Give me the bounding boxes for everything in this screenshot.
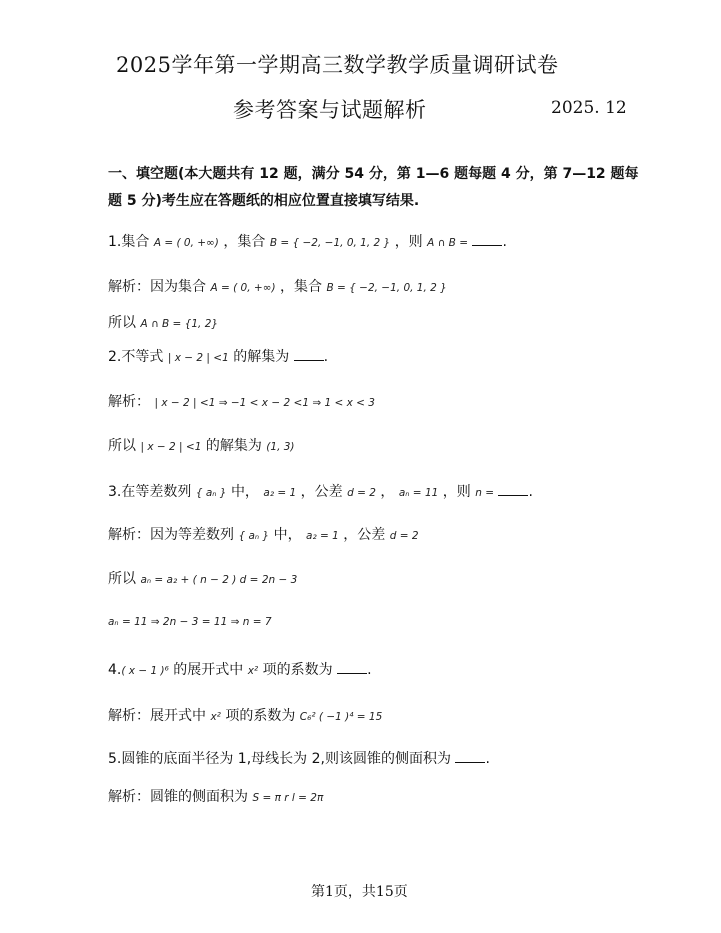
q4-t2: 项的系数为 [262, 662, 333, 678]
answer-blank [472, 233, 502, 246]
answer-blank [294, 348, 324, 361]
question-4 [108, 659, 372, 679]
q3-a2: a₂ = 1 [263, 487, 297, 499]
a2-result: (1, 3) [266, 441, 295, 453]
answer-1-line1 [108, 276, 447, 296]
a2-text: 解析： [108, 394, 150, 410]
q3-t2: ，公差 [300, 484, 343, 500]
q3-sequence: { aₙ } [195, 487, 227, 499]
q4-t1: 的展开式中 [173, 662, 244, 678]
a3-text-so: 所以 [108, 571, 136, 587]
question-3 [108, 481, 533, 501]
q5-text: 5.圆锥的底面半径为 1,母线长为 2,则该圆锥的侧面积为 [108, 751, 451, 767]
a1-set-b: B = { −2, −1, 0, 1, 2 } [326, 282, 447, 294]
a3-t2: ，公差 [343, 527, 386, 543]
q1-text-mid: ，集合 [223, 234, 266, 250]
a2-text-mid: 的解集为 [205, 438, 262, 454]
q3-t3: ， [380, 484, 395, 500]
a3-general-term: aₙ = a₂ + ( n − 2 ) d = 2n − 3 [140, 574, 298, 586]
q5-end: . [485, 751, 490, 767]
a1-text-mid: ，集合 [280, 279, 322, 295]
document-subtitle: 参考答案与试题解析 [233, 98, 427, 122]
q1-text-then: ，则 [394, 234, 423, 250]
q1-end: . [502, 234, 507, 250]
q3-end: . [528, 484, 533, 500]
a3-result: aₙ = 11 ⇒ 2n − 3 = 11 ⇒ n = 7 [108, 616, 272, 628]
answer-2-line2 [108, 435, 295, 455]
a3-d: d = 2 [389, 530, 419, 542]
a1-text: 解析：因为集合 [108, 279, 206, 295]
a2-derivation: | x − 2 | <1 ⇒ −1 < x − 2 <1 ⇒ 1 < x < 3 [154, 397, 375, 409]
a3-t1: 中， [273, 527, 302, 543]
q2-end: . [323, 349, 329, 365]
answer-3-line1 [108, 524, 419, 544]
answer-blank [455, 750, 485, 763]
answer-2-line1 [108, 391, 375, 411]
q4-text: 4. [108, 662, 122, 678]
page-number: 第1页，共15页 [311, 884, 408, 900]
document-title: 2025学年第一学期高三数学教学质量调研试卷 [116, 53, 559, 77]
q1-intersection: A ∩ B = [427, 237, 469, 249]
question-5 [108, 748, 490, 768]
a4-text: 解析：展开式中 [108, 708, 206, 724]
answer-3-line2 [108, 568, 297, 588]
q4-term: x² [247, 665, 259, 677]
a3-text: 解析：因为等差数列 [108, 527, 234, 543]
question-1 [108, 231, 507, 251]
answer-4 [108, 705, 382, 725]
a2-text-so: 所以 [108, 438, 136, 454]
a2-inequality: | x − 2 | <1 [140, 441, 202, 453]
document-date: 2025. 12 [551, 98, 627, 118]
q2-inequality: | x − 2 | <1 [167, 352, 229, 364]
q4-end: . [367, 662, 372, 678]
answer-3-line3 [108, 613, 272, 629]
a4-term: x² [210, 711, 221, 723]
question-2 [108, 346, 328, 366]
a5-text: 解析：圆锥的侧面积为 [108, 789, 248, 805]
answer-5 [108, 786, 323, 806]
section-instructions-line1: 一、填空题(本大题共有 12 题，满分 54 分，第 1—6 题每题 4 分，第 7—12 题每 [108, 166, 639, 182]
a3-a2: a₂ = 1 [306, 530, 339, 542]
a4-result: C₆² ( −1 )⁴ = 15 [299, 711, 383, 723]
a3-sequence: { aₙ } [238, 530, 270, 542]
answer-blank [337, 661, 367, 674]
q1-set-a: A = ( 0, +∞) [153, 237, 219, 249]
q4-binomial: ( x − 1 )⁶ [121, 665, 169, 677]
q2-text: 2.不等式 [108, 349, 164, 365]
q3-an: aₙ = 11 [398, 487, 439, 499]
q3-t1: 中， [230, 484, 259, 500]
q3-t4: ，则 [442, 484, 471, 500]
q1-text: 1.集合 [108, 234, 150, 250]
a1-set-a: A = ( 0, +∞) [210, 282, 276, 294]
q3-n: n = [475, 487, 495, 499]
a1-text-so: 所以 [108, 315, 136, 331]
answer-blank [498, 483, 528, 496]
q2-suffix: 的解集为 [233, 349, 290, 365]
a1-result: A ∩ B = {1, 2} [140, 318, 219, 330]
q3-d: d = 2 [347, 487, 376, 499]
a5-result: S = π r l = 2π [252, 792, 324, 804]
a4-mid: 项的系数为 [225, 708, 296, 724]
q3-text: 3.在等差数列 [108, 484, 192, 500]
answer-1-line2 [108, 312, 218, 332]
section-instructions-line2: 题 5 分)考生应在答题纸的相应位置直接填写结果. [108, 193, 420, 209]
q1-set-b: B = { −2, −1, 0, 1, 2 } [269, 237, 391, 249]
